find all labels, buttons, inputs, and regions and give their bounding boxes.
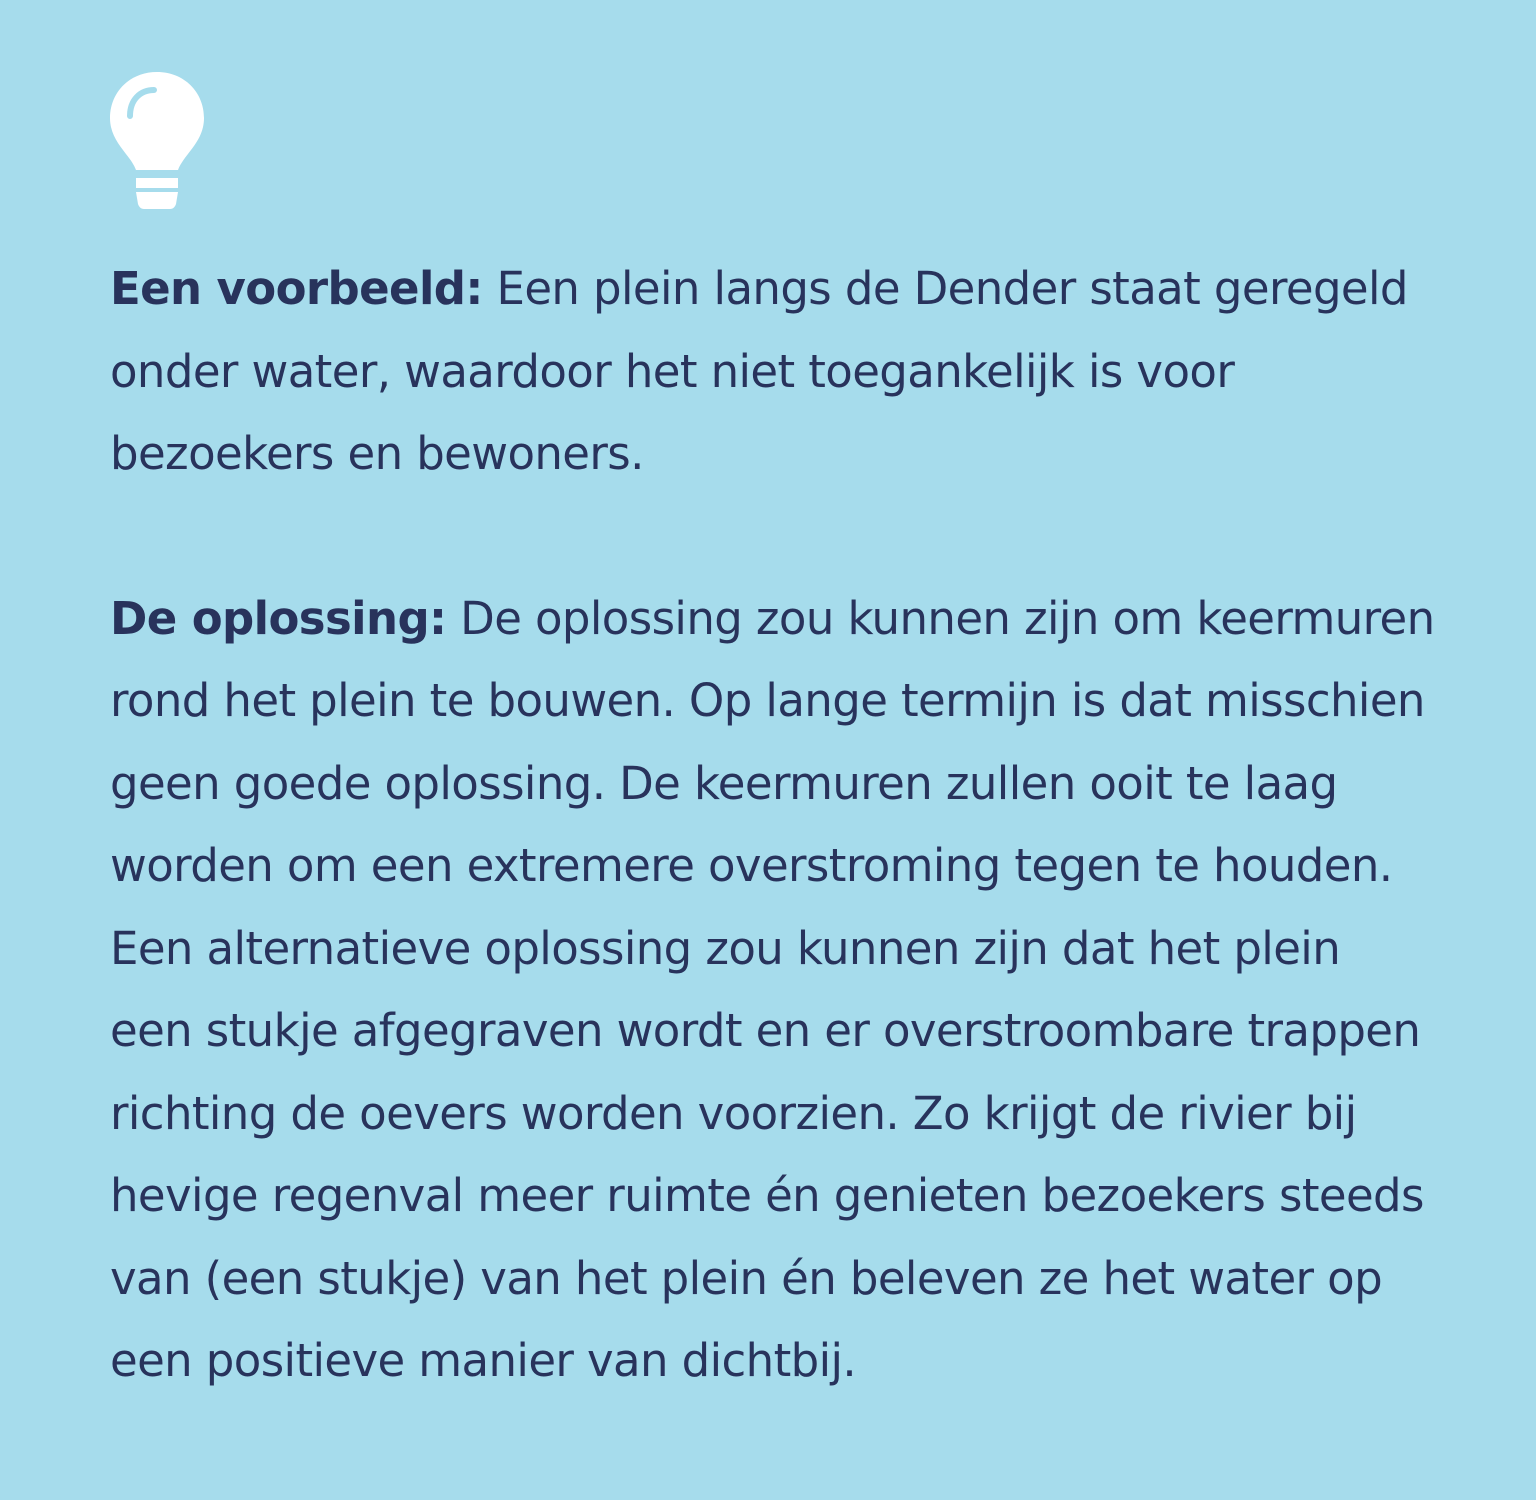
solution-line-2: rond het plein te bouwen. Op lange termijn is dat misschien <box>110 674 1425 727</box>
example-label: Een voorbeeld: <box>110 262 483 315</box>
example-line-3: bezoekers en bewoners. <box>110 427 644 480</box>
solution-paragraph <box>110 578 1510 1403</box>
solution-line-10: een positieve manier van dichtbij. <box>110 1334 857 1387</box>
info-text <box>110 248 1510 1485</box>
example-line-1: Een voorbeeld: Een plein langs de Dender staat geregeld <box>110 262 1408 315</box>
solution-label: De oplossing: <box>110 591 447 645</box>
lightbulb-icon <box>108 70 206 210</box>
solution-line-8: hevige regenval meer ruimte én genieten bezoekers steeds <box>110 1169 1424 1222</box>
example-line-2: onder water, waardoor het niet toegankelijk is voor <box>110 344 1235 398</box>
solution-line-5: Een alternatieve oplossing zou kunnen zijn dat het plein <box>110 921 1341 975</box>
solution-line-4: worden om een extremere overstroming tegen te houden. <box>110 839 1393 892</box>
solution-line-1: De oplossing: De oplossing zou kunnen zijn om keermuren <box>110 591 1435 645</box>
example-paragraph <box>110 248 1510 496</box>
solution-line-7: richting de oevers worden voorzien. Zo krijgt de rivier bij <box>110 1086 1357 1140</box>
solution-line-9: van (een stukje) van het plein én beleven ze het water op <box>110 1251 1383 1305</box>
solution-line-6: een stukje afgegraven wordt en er overstroombare trappen <box>110 1004 1421 1057</box>
solution-line-3: geen goede oplossing. De keermuren zullen ooit te laag <box>110 756 1338 810</box>
